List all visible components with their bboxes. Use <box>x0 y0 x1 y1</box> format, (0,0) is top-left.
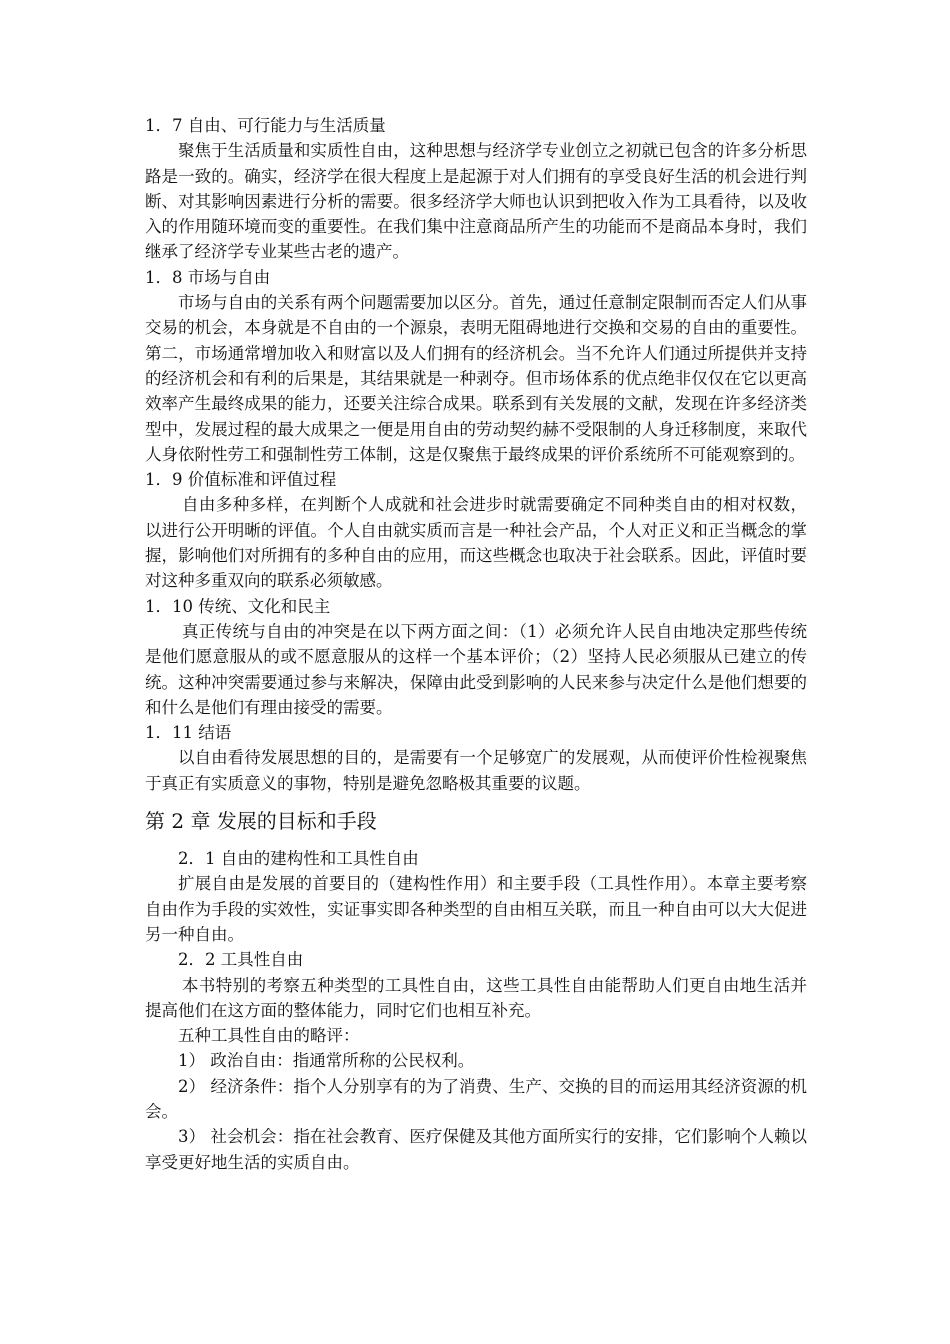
paragraph-1-11: 以自由看待发展思想的目的，是需要有一个足够宽广的发展观，从而使评价性检视聚焦于真正有实质意义的事物，特别是避免忽略极其重要的议题。 <box>145 748 807 793</box>
section-heading-1-7: 1．7 自由、可行能力与生活质量 <box>145 116 386 135</box>
paragraph-1-9: 自由多种多样，在判断个人成就和社会进步时就需要确定不同种类自由的相对权数，以进行公开明晰的评值。个人自由就实质而言是一种社会产品，个人对正义和正当概念的掌握，影响他们对所拥有的多种自由的应用，而这些概念也取决于社会联系。因此，评值时要对这种多重双向的联系必须敏感。 <box>145 495 807 591</box>
section-heading-1-10: 1．10 传统、文化和民主 <box>145 596 331 616</box>
paragraph-1-7: 聚焦于生活质量和实质性自由，这种思想与经济学专业创立之初就已包含的许多分析思路是一致的。确实，经济学在很大程度上是起源于对人们拥有的享受良好生活的机会进行判断、对其影响因素进行分析的需要。很多经济学大师也认识到把收入作为工具看待，以及收入的作用随环境而变的重要性。在我们集中注意商品所产生的功能而不是商品本身时，我们继承了经济学专业某些古老的遗产。 <box>145 141 807 262</box>
section-heading-1-9: 1．9 价值标准和评值过程 <box>145 470 337 490</box>
section-heading-1-11: 1．11 结语 <box>145 723 232 743</box>
list-item: 2） 经济条件：指个人分别享有的为了消费、生产、交换的目的而运用其经济资源的机会。 <box>145 1076 807 1121</box>
document-page <box>145 113 807 1175</box>
chapter-title: 第 2 章 发展的目标和手段 <box>145 809 377 834</box>
section-heading-2-2: 2．2 工具性自由 <box>178 950 304 970</box>
section-heading-2-1: 2．1 自由的建构性和工具性自由 <box>178 849 419 869</box>
paragraph-1-8: 市场与自由的关系有两个问题需要加以区分。首先，通过任意制定限制而否定人们从事交易的机会，本身就是不自由的一个源泉，表明无阻碍地进行交换和交易的自由的重要性。第二，市场通常增加收入和财富以及人们拥有的经济机会。当不允许人们通过所提供并支持的经济机会和有利的后果是，其结果就是一种剥夺。但市场体系的优点绝非仅仅在它以更高效率产生最终成果的能力，还要关注综合成果。联系到有关发展的文献，发现在许多经济类型中，发展过程的最大成果之一便是用自由的劳动契约赫不受限制的人身迁移制度，来取代人身依附性劳工和强制性劳工体制，这是仅聚焦于最终成果的评价系统所不可能观察到的。 <box>145 293 807 464</box>
paragraph-1-10: 真正传统与自由的冲突是在以下两方面之间：（1）必须允许人民自由地决定那些传统是他们愿意服从的或不愿意服从的这样一个基本评价；（2）坚持人民必须服从已建立的传统。这种冲突需要通过参与来解决，保障由此受到影响的人民来参与决定什么是他们想要的和什么是他们有理由接受的需要。 <box>145 621 807 717</box>
paragraph-2-2: 本书特别的考察五种类型的工具性自由，这些工具性自由能帮助人们更自由地生活并提高他们在这方面的整体能力，同时它们也相互补充。 <box>145 975 807 1020</box>
section-heading-1-8: 1．8 市场与自由 <box>145 267 271 287</box>
paragraph-2-1: 扩展自由是发展的首要目的（建构性作用）和主要手段（工具性作用）。本章主要考察自由作为手段的实效性，实证事实即各种类型的自由相互关联，而且一种自由可以大大促进另一种自由。 <box>145 874 807 944</box>
list-intro: 五种工具性自由的略评： <box>178 1026 360 1046</box>
list-item: 1） 政治自由：指通常所称的公民权利。 <box>178 1051 475 1071</box>
list-item: 3） 社会机会：指在社会教育、医疗保健及其他方面所实行的安排，它们影响个人赖以享受更好地生活的实质自由。 <box>145 1127 807 1172</box>
